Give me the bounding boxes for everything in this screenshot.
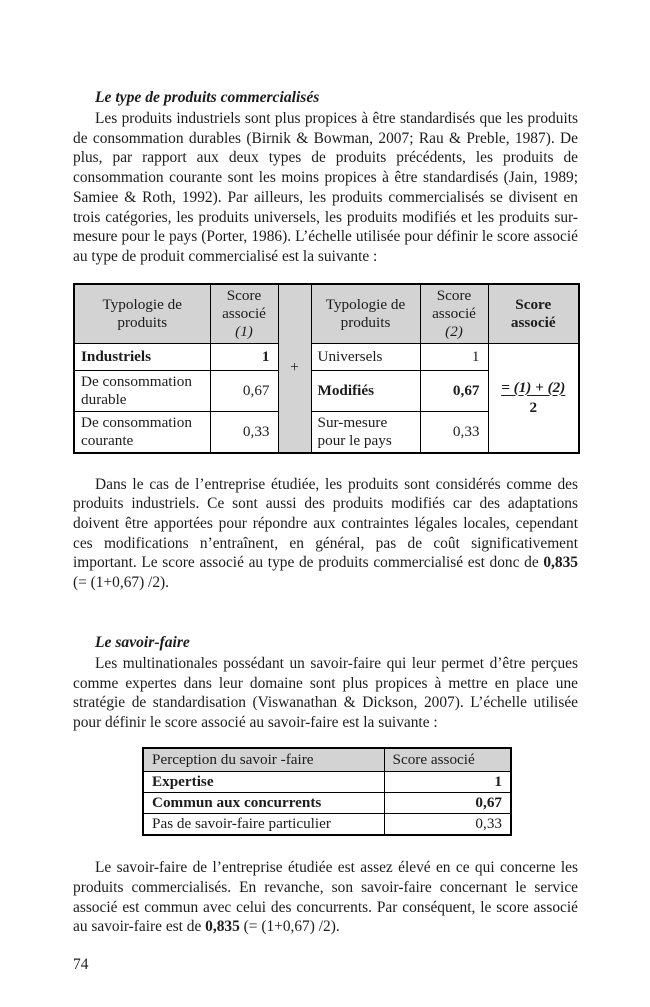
t1-header-right-score-label: Score associé: [432, 286, 476, 322]
paragraph-savoir-faire-analysis: [73, 858, 578, 937]
savoir-faire-score-value: 0,835: [205, 918, 240, 936]
t1-cell-industriels-score: 1: [210, 343, 278, 370]
t1-header-right-score: [420, 284, 488, 344]
t2-cell-expertise: Expertise: [143, 772, 384, 793]
product-analysis-formula: (= (1+0,67) /2).: [73, 574, 170, 592]
t1-formula-cell: [488, 343, 579, 453]
paragraph-product-analysis: [73, 475, 578, 593]
t2-cell-pas-savoir-faire-score: 0,33: [384, 814, 511, 836]
t1-header-right-score-sub: (2): [445, 322, 463, 340]
savoir-faire-analysis-text: Le savoir-faire de l’entreprise étudiée est assez élevé en ce qui concerne les produits commercialisés. En revanche, son savoir-faire concernant le service associé est commun avec celui des concurrents. Par conséquent, le score associé au savoir-faire est de: [73, 859, 578, 936]
t1-cell-sur-mesure-score: 0,33: [420, 411, 488, 453]
t2-cell-pas-savoir-faire: Pas de savoir-faire particulier: [143, 814, 384, 836]
product-analysis-text: Dans le cas de l’entreprise étudiée, les produits sont considérés comme des produits industriels. Ce sont aussi des produits modifiés car des adaptations doivent être apportées pour répondre aux contraintes légales locales, cependant ces modifications n’entraînent, en général, pas de coût significativement important. Le score associé au type de produits commercialisé est donc de: [73, 475, 578, 572]
t1-header-total-score: Score associé: [488, 284, 579, 344]
t1-cell-universels: Universels: [311, 343, 420, 370]
table-row: [74, 343, 579, 370]
t1-cell-universels-score: 1: [420, 343, 488, 370]
t1-formula-denominator: 2: [529, 398, 538, 416]
t1-cell-conso-durable-score: 0,67: [210, 370, 278, 411]
t1-plus-operator-cell: +: [278, 284, 311, 453]
t2-cell-commun: Commun aux concurrents: [143, 793, 384, 814]
paragraph-savoir-faire-intro: Les multinationales possédant un savoir-faire qui leur permet d’être perçues comme expertes dans leur domaine sont plus propices à mettre en place une stratégie de standardisation (Viswanathan & Dickson, 2007). L’échelle utilisée pour définir le score associé au savoir-faire est la suivante :: [73, 654, 578, 731]
t2-header-perception: Perception du savoir -faire: [143, 748, 384, 772]
t1-header-right-typology: Typologie de produits: [311, 284, 420, 344]
product-typology-score-table: [73, 283, 580, 454]
t1-header-left-score: [210, 284, 278, 344]
t1-cell-conso-courante: De consommation courante: [74, 411, 210, 453]
t1-header-left-score-sub: (1): [235, 322, 253, 340]
t1-cell-sur-mesure: Sur-mesure pour le pays: [311, 411, 420, 453]
section-heading-product-type: Le type de produits commercialisés: [95, 89, 320, 106]
table-row: [143, 814, 511, 836]
t1-formula-numerator: = (1) + (2): [501, 378, 566, 396]
t1-header-left-typology: Typologie de produits: [74, 284, 210, 344]
t2-cell-commun-score: 0,67: [384, 793, 511, 814]
t2-cell-expertise-score: 1: [384, 772, 511, 793]
table-header-row: [74, 284, 579, 344]
t2-header-score: Score associé: [384, 748, 511, 772]
t1-cell-conso-durable: De consommation durable: [74, 370, 210, 411]
savoir-faire-score-table: [142, 747, 512, 837]
savoir-faire-analysis-formula: (= (1+0,67) /2).: [239, 918, 340, 936]
product-score-value: 0,835: [543, 554, 578, 572]
t1-cell-modifies: Modifiés: [311, 370, 420, 411]
t1-cell-modifies-score: 0,67: [420, 370, 488, 411]
page-number: 74: [73, 955, 89, 973]
table-row: [143, 793, 511, 814]
table-header-row: [143, 748, 511, 772]
t1-cell-conso-courante-score: 0,33: [210, 411, 278, 453]
paragraph-product-type-intro: Les produits industriels sont plus propices à être standardisés que les produits de consommation durables (Birnik & Bowman, 2007; Rau & Preble, 1987). De plus, par rapport aux deux types de produits précédents, les produits de consommation courante sont les moins propices à être standardisés (Jain, 1989; Samiee & Roth, 1992). Par ailleurs, les produits commercialisés se divisent en trois catégories, les produits universels, les produits modifiés et les produits sur-mesure pour le pays (Porter, 1986). L’échelle utilisée pour définir le score associé au type de produit commercialisé est la suivante :: [73, 110, 578, 265]
t1-cell-industriels: Industriels: [74, 343, 210, 370]
table-row: [143, 772, 511, 793]
t1-header-left-score-label: Score associé: [222, 286, 266, 322]
section-heading-savoir-faire: Le savoir-faire: [95, 633, 190, 651]
